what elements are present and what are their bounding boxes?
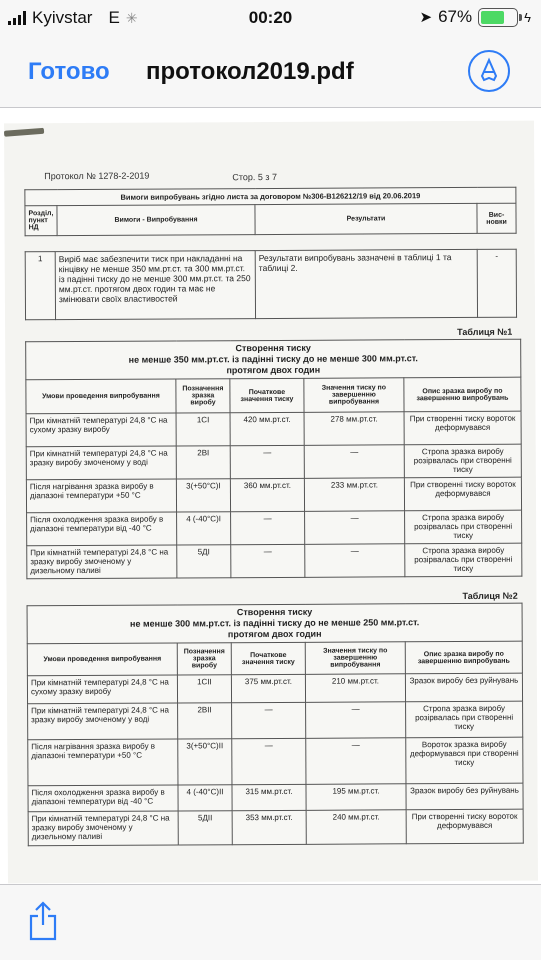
table-row — [28, 737, 523, 786]
table-cell: — — [231, 544, 305, 577]
table-cell: 420 мм.рт.ст. — [230, 412, 304, 445]
battery-icon — [478, 8, 518, 27]
table-cell: — — [304, 445, 404, 479]
table-cell: 2ВІ — [176, 446, 230, 479]
table2-header: Початкове значення тиску — [231, 642, 305, 674]
table-cell: — — [230, 445, 304, 478]
table-cell: 195 мм.рт.ст. — [306, 784, 406, 811]
table2-title-line1: Створення тиску — [236, 606, 313, 618]
battery-percent: 67% — [438, 7, 473, 26]
table-cell: 5ДІ — [177, 545, 231, 578]
carrier-label: Kyivstar — [32, 8, 93, 27]
table1-caption: Таблиця №1 — [457, 326, 513, 338]
table-cell: 375 мм.рт.ст. — [231, 674, 305, 702]
table-cell: 4 (-40°С)ІІ — [178, 785, 232, 811]
table-cell: Після охолодження зразка виробу в діапазоні температури від -40 °С — [27, 512, 177, 546]
req-section: 1 — [25, 252, 55, 320]
clock: 00:20 — [248, 8, 293, 27]
table-cell: Стропа зразка виробу розірвалась при створенні тиску — [406, 701, 523, 738]
table-cell: — — [232, 702, 306, 738]
table-cell: — — [306, 702, 406, 739]
table-cell: 233 мм.рт.ст. — [304, 478, 404, 512]
table1-header: Позначення зразка виробу — [176, 379, 230, 413]
table-cell: Після нагрівання зразка виробу в діапазоні температури +50 °С — [28, 739, 178, 786]
table-cell: 353 мм.рт.ст. — [232, 810, 306, 844]
table1-header: Умови проведення випробування — [26, 379, 176, 414]
table1-title — [26, 339, 521, 380]
req-header-results: Результати — [255, 203, 477, 234]
location-arrow-icon: ➤ — [419, 9, 433, 26]
table-cell: Стропа зразка виробу розірвалась при створенні тиску — [404, 444, 521, 478]
table-row — [27, 673, 522, 704]
table-cell: 1СІ — [176, 413, 230, 446]
table1-title-line1: Створення тиску — [235, 342, 311, 354]
table2-header: Умови проведення випробування — [27, 643, 177, 676]
table-row — [26, 477, 521, 513]
table2-title-line3: протягом двох годин — [227, 628, 322, 640]
table-cell: При створенні тиску вороток деформувався — [404, 411, 521, 445]
requirements-table — [24, 187, 516, 237]
table-cell: При створенні тиску вороток деформувався — [406, 809, 523, 844]
table1 — [25, 339, 522, 580]
requirements-title: Вимоги випробувань згідно листа за договором №306-В126212/19 від 20.06.2019 — [25, 187, 516, 206]
table-cell: 360 мм.рт.ст. — [230, 478, 304, 511]
table-cell: При кімнатній температурі 24,8 °С на сухому зразку виробу — [26, 413, 176, 447]
table-cell: При кімнатній температурі 24,8 °С на зразку виробу змоченому у воді — [26, 446, 176, 480]
protocol-number: Протокол № 1278-2-2019 — [44, 170, 150, 182]
table1-body — [26, 411, 522, 579]
activity-spinner-icon: ✳ — [125, 9, 138, 26]
table-cell: — — [232, 738, 306, 784]
table1-header: Значення тиску по завершенню випробування — [304, 378, 404, 413]
table-cell: 5ДІІ — [178, 811, 232, 845]
table-cell: Вороток зразка виробу деформувався при створенні тиску — [406, 737, 523, 784]
table-cell: — — [306, 738, 406, 785]
table-row — [26, 411, 521, 447]
table-row — [28, 701, 523, 740]
table-cell: 4 (-40°С)І — [177, 512, 231, 545]
table-cell: Після охолодження зразка виробу в діапазоні температури від -40 °С — [28, 785, 178, 812]
req-result: Результати випробувань зазначені в таблиці 1 та таблиці 2. — [255, 249, 477, 318]
table-cell: При кімнатній температурі 24,8 °С на зразку виробу змоченому у дизельному паливі — [28, 811, 178, 846]
page-number: Стор. 5 з 7 — [232, 171, 277, 183]
table1-header: Опис зразка виробу по завершенню випробувань — [404, 377, 521, 412]
markup-pen-icon[interactable] — [468, 50, 510, 92]
req-header-section: Розділ, пункт НД — [25, 206, 57, 236]
table-cell: 278 мм.рт.ст. — [304, 412, 404, 446]
table-row — [27, 510, 522, 546]
table-cell: — — [231, 511, 305, 544]
pdf-page — [4, 121, 538, 884]
table-cell: При створенні тиску вороток деформувався — [404, 477, 521, 511]
table-cell: Зразок виробу без руйнувань — [406, 783, 523, 810]
req-requirement: Виріб має забезпечити тиск при накладанні на кінцівку не менше 350 мм.рт.ст. та 300 мм.рт.ст. із падінні тиску до не менше 300 мм.рт.ст. та 250 мм.рт.ст. протягом двох годин та має не змінювати своїх властивостей — [55, 251, 255, 320]
req-conclusion: - — [477, 249, 516, 317]
table2-header: Опис зразка виробу по завершенню випробувань — [405, 641, 522, 674]
table-row — [27, 543, 522, 579]
table-row — [28, 809, 523, 846]
table-cell: Зразок виробу без руйнувань — [405, 673, 522, 702]
table-cell: При кімнатній температурі 24,8 °С на зразку виробу змоченому у воді — [28, 703, 178, 740]
status-right — [420, 7, 532, 27]
requirements-row-table — [25, 249, 517, 321]
table-cell: 3(+50°С)І — [176, 479, 230, 512]
table-cell: 210 мм.рт.ст. — [305, 674, 405, 703]
bottom-toolbar — [0, 884, 541, 960]
table-cell: Стропа зразка виробу розірвалась при створенні тиску — [405, 510, 522, 544]
table-cell: 315 мм.рт.ст. — [232, 784, 306, 810]
table2-header: Значення тиску по завершенню випробування — [305, 642, 405, 675]
ink-mark — [4, 128, 44, 137]
table-cell: 2ВІІ — [178, 703, 232, 739]
table1-title-line3: протягом двох годин — [226, 364, 321, 376]
table-cell: 3(+50°С)ІІ — [178, 739, 232, 785]
req-header-conclusions: Вис-новки — [477, 203, 516, 233]
table1-header: Початкове значення тиску — [230, 378, 304, 412]
network-type: E — [108, 8, 120, 27]
table-cell: 240 мм.рт.ст. — [306, 810, 406, 845]
table2 — [27, 603, 524, 847]
pdf-viewer[interactable] — [0, 108, 541, 884]
document-title: протокол2019.pdf — [146, 58, 354, 85]
req-header-requirements: Вимоги - Випробування — [57, 205, 255, 236]
table2-caption: Таблиця №2 — [462, 590, 518, 601]
share-icon[interactable] — [28, 901, 58, 941]
table-cell: Після нагрівання зразка виробу в діапазоні температури +50 °С — [26, 479, 176, 513]
charging-bolt-icon: ϟ — [524, 9, 531, 25]
table-cell: При кімнатній температурі 24,8 °С на сухому зразку виробу — [27, 675, 177, 704]
status-bar — [0, 0, 541, 36]
table-row — [26, 444, 521, 480]
table2-header: Позначення зразка виробу — [177, 643, 231, 675]
table2-title-line2: не менше 300 мм.рт.ст. із падінні тиску до не менше 250 мм.рт.ст. — [130, 617, 420, 629]
table-cell: При кімнатній температурі 24,8 °С на зразку виробу змоченому у дизельному паливі — [27, 545, 177, 579]
table-cell: Стропа зразка виробу розірвалась при створенні тиску — [405, 543, 522, 577]
table-cell: 1СІІ — [177, 675, 231, 703]
table-cell: — — [305, 544, 405, 578]
table1-title-line2: не менше 350 мм.рт.ст. із падінні тиску до не менше 300 мм.рт.ст. — [128, 353, 418, 365]
table-row — [28, 783, 523, 812]
table-cell: — — [305, 511, 405, 545]
table2-title — [27, 603, 522, 644]
nav-bar — [0, 36, 541, 108]
done-button[interactable]: Готово — [28, 58, 110, 85]
table2-body — [27, 673, 523, 846]
